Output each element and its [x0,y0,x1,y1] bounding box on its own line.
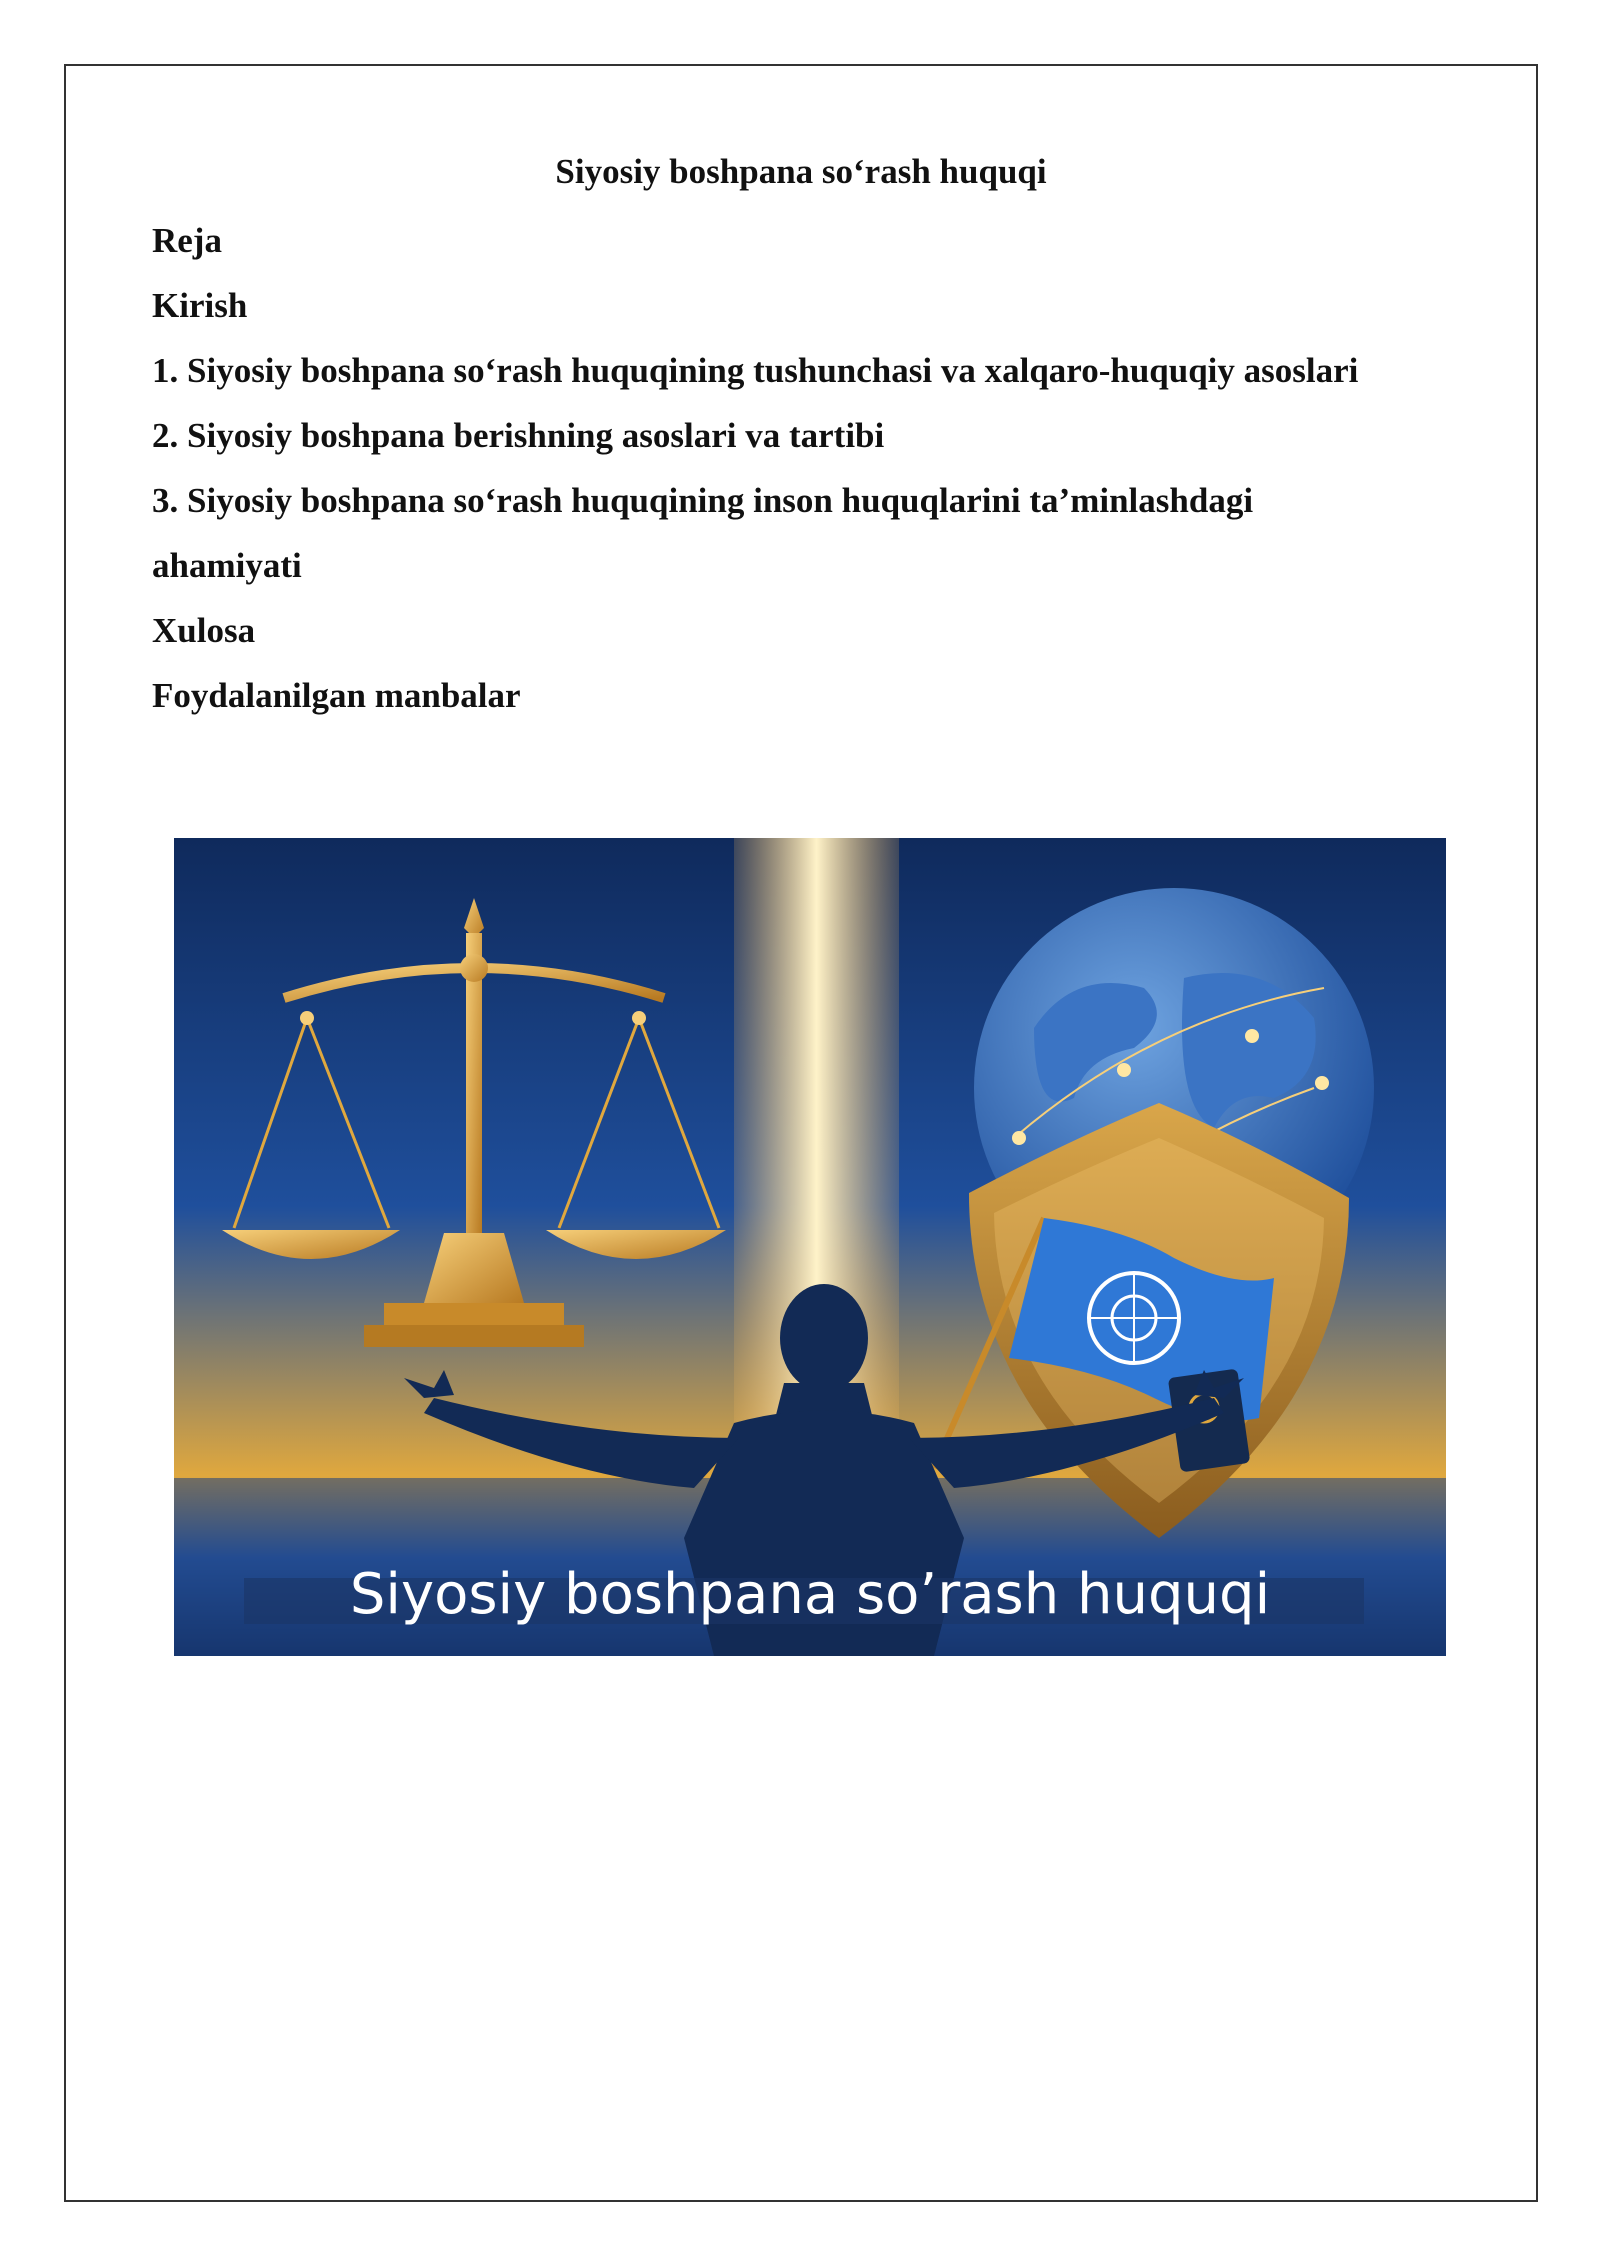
plan-item-3-continued: ahamiyati [152,546,302,585]
plan-item-introduction: Kirish [152,286,248,325]
plan-item-2: 2. Siyosiy boshpana berishning asoslari va tartibi [152,416,885,455]
plan-item-1: 1. Siyosiy boshpana so‘rash huquqining tushunchasi va xalqaro-huquqiy asoslari [152,351,1359,390]
plan-item-3: 3. Siyosiy boshpana so‘rash huquqining inson huquqlarini ta’minlashdagi [152,481,1254,520]
plan-item-conclusion: Xulosa [152,611,256,650]
asylum-illustration [174,838,1446,1656]
plan-item-sources: Foydalanilgan manbalar [152,676,521,715]
plan-list [152,216,1492,736]
illustration-caption: Siyosiy boshpana so’rash huquqi [349,1562,1271,1627]
document-title: Siyosiy boshpana so‘rash huquqi [555,152,1047,191]
plan-heading: Reja [152,221,222,260]
